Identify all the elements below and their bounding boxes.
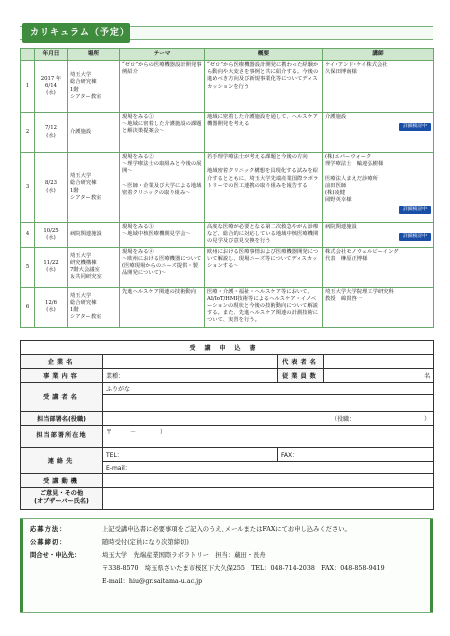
opinion-label: ご意見・その他 (オブザーバー氏名) — [21, 487, 103, 509]
form-title: 受講申込書 — [21, 340, 434, 354]
industry-field[interactable] — [103, 368, 278, 382]
detail-pending-badge: 詳細検討中 — [399, 123, 431, 131]
email-field[interactable]: E-mail： — [103, 461, 434, 473]
motive-field[interactable] — [103, 473, 434, 487]
place-text: 病院関連施設 — [70, 231, 102, 238]
curriculum-title: カリキュラム（予定） — [22, 23, 130, 43]
deadline-label: 公募締切： — [30, 538, 67, 546]
curriculum-row — [21, 247, 434, 287]
cell-theme — [120, 61, 205, 113]
industry-label: 業種： — [106, 372, 125, 380]
cell-lecturer — [323, 113, 434, 153]
deadline-row — [30, 538, 189, 547]
cell-place — [68, 153, 120, 223]
summary-text: 医療・介護・福祉・ヘルスケア等において、AI/IoT/HMI技術等によるヘルスケア・イノベーションの現状と今後の技術動向について解説する。また、先進ヘルスケア関連の計測技術について、実習を行う。 — [207, 288, 319, 324]
theme-text: 現場をみる③ ～地域中核医療機関見学会～ — [122, 224, 191, 238]
no-text: 6 — [25, 303, 30, 310]
cell-place — [68, 287, 120, 327]
col-lecturer: 講師 — [323, 49, 434, 61]
method-row — [30, 525, 348, 534]
place-text: 埼玉大学 総合研究棟 1階 シアター教室 — [70, 72, 102, 100]
cell-summary — [205, 287, 323, 327]
date-text: 7/12 (水) — [45, 125, 57, 139]
application-form — [20, 340, 434, 510]
place-text: 介護施設 — [70, 128, 92, 135]
date-text: 2017 年 6/14 (水) — [40, 75, 62, 97]
summary-text: 若手理学療法士が考える課題と今後の方向 地域密着クリニック構想を具現化する試みを紹介するとともに、埼玉大学先端産業国際ラボラトリーでの医工連携の取り組みを報告する — [207, 154, 319, 189]
cell-date — [35, 61, 68, 113]
summary-text: 高度な医療が必要となる第二次救急やがん診療など、総合的に対応している地域中核医療機関の見学及び意見交換を行う — [207, 224, 319, 245]
cell-summary — [205, 247, 323, 287]
no-text: 4 — [25, 231, 30, 238]
business-label: 事業内容 — [21, 368, 103, 382]
cell-lecturer — [323, 287, 434, 327]
cell-place — [68, 61, 120, 113]
info-left-bar — [20, 519, 23, 612]
opinion-field[interactable] — [103, 487, 434, 509]
date-text: 11/22 (水) — [43, 259, 59, 274]
no-text: 5 — [25, 263, 30, 270]
contact-label: 連絡先 — [21, 447, 103, 473]
summary-text: “ゼロ”から医療機器設計開発に携わった経験から動向や大変さを事例と共に紹介する。今後の進めべき方向及び新規事業化等についてディスカッションを行う — [207, 62, 319, 90]
col-date: 年月日 — [35, 49, 68, 61]
no-text: 3 — [25, 183, 30, 190]
no-text: 1 — [25, 82, 30, 89]
cell-summary — [205, 113, 323, 153]
method-text: 上記受講申込書に必要事項をご記入のうえ､メールまたはFAXにてお申し込みください｡ — [102, 525, 348, 533]
dept-label: 担当部署名(役職) — [21, 411, 103, 425]
cell-no — [21, 247, 35, 287]
rep-label: 代表者名 — [278, 354, 324, 368]
cell-lecturer — [323, 153, 434, 223]
page — [20, 23, 433, 613]
employees-unit: 名 — [424, 372, 431, 380]
motive-label: 受講動機 — [21, 473, 103, 487]
place-text: 埼玉大学 研究機構棟 7階大会議室 ＆共同研究室 — [70, 252, 102, 281]
deadline-text: 随時受付(定員になり次第締切) — [102, 538, 189, 546]
email-text[interactable]: E-mail：hiu@gr.saitama-u.ac.jp — [102, 577, 203, 585]
employees-field[interactable] — [324, 368, 434, 382]
cell-lecturer — [323, 247, 434, 287]
lecturer-text: 病院関連施設 — [325, 224, 357, 230]
fax-field[interactable]: FAX： — [278, 447, 434, 461]
col-no — [21, 49, 35, 61]
name-label: 受講者名 — [21, 382, 103, 411]
curriculum-row — [21, 113, 434, 153]
no-text: 2 — [25, 128, 30, 135]
cell-theme — [120, 287, 205, 327]
curriculum-table — [20, 48, 434, 328]
addr-label: 担当部署所在地 — [21, 425, 103, 447]
cell-summary — [205, 153, 323, 223]
date-text: 12/6 (水) — [45, 299, 57, 314]
company-label: 企業名 — [21, 354, 103, 368]
cell-no — [21, 61, 35, 113]
cell-summary — [205, 61, 323, 113]
cell-date — [35, 113, 68, 153]
cell-no — [21, 223, 35, 248]
lecturer-text: ケイ･アンド･ケイ株式会社 久保田博南様 — [325, 62, 388, 76]
company-field[interactable] — [103, 354, 278, 368]
lecturer-text: 株式会社モノウェルビーイング 代表 榊原正博様 — [325, 248, 399, 262]
cell-date — [35, 247, 68, 287]
curriculum-row — [21, 287, 434, 327]
date-text: 8/23 (水) — [45, 180, 57, 194]
place-text: 埼玉大学 総合研究棟 1階 シアター教室 — [70, 173, 102, 201]
lecturer-text: (株)エバーウォーク 理学療法士 輪違弘樹様 医療法人まえだ診療所 前田医師 (株)凌健 岡野英幸様 — [325, 154, 384, 204]
rep-field[interactable] — [324, 354, 434, 368]
lecturer-text: 介護施設 — [325, 114, 347, 120]
cell-theme — [120, 223, 205, 248]
curriculum-header — [20, 23, 433, 43]
tel-field[interactable]: TEL： — [103, 447, 278, 461]
cell-date — [35, 223, 68, 248]
col-place: 場所 — [68, 49, 120, 61]
cell-theme — [120, 153, 205, 223]
cell-no — [21, 287, 35, 327]
curriculum-header-row — [21, 49, 434, 61]
cell-lecturer — [323, 61, 434, 113]
name-field[interactable] — [103, 394, 434, 411]
info-right-bar — [430, 519, 433, 612]
theme-text: 現場をみる④ ～欧州における医療機器について(医療現場からのニーズ提供・製品開発について)～ — [122, 248, 202, 277]
curriculum-row — [21, 153, 434, 223]
cell-summary — [205, 223, 323, 248]
col-theme: テーマ — [120, 49, 205, 61]
cell-place — [68, 247, 120, 287]
cell-lecturer — [323, 223, 434, 248]
inquiry-label: 問合せ・申込先： — [30, 551, 81, 559]
date-text: 10/25 (水) — [43, 227, 59, 241]
cell-theme — [120, 113, 205, 153]
cell-place — [68, 223, 120, 248]
address-text: 〒338-8570 埼玉県さいたま市桜区下大久保255 TEL：048-714-2038 FAX：048-858-9419 — [102, 564, 385, 572]
contact-org: 埼玉大学 先端産業国際ラボラトリー 担当：蔵田・長舟 — [102, 551, 266, 559]
summary-text: 欧州における医療事情および医療機器開発について解説し、現場ニーズ等についてディスカッションする～ — [207, 248, 319, 270]
detail-pending-badge: 詳細検討中 — [399, 233, 431, 241]
theme-text: “ゼロ”からの医療機器設計開発事例紹介 — [122, 62, 202, 76]
employees-label: 従業員数 — [278, 368, 324, 382]
theme-text: 現場をみる① ～地域に密着した介護施設の課題と解決策提案会～ — [122, 114, 202, 135]
furigana-field[interactable]: ふりがな — [103, 382, 434, 394]
col-summary: 概要 — [205, 49, 323, 61]
detail-pending-badge: 詳細検討中 — [399, 206, 431, 214]
theme-text: 先進ヘルスケア関連の技術動向 — [122, 288, 196, 295]
cell-no — [21, 113, 35, 153]
contact-row — [30, 551, 266, 560]
cell-date — [35, 153, 68, 223]
cell-date — [35, 287, 68, 327]
theme-text: 現場をみる② ～理学療法士の取組みと今後の展開～ ～医師・企業及び大学による地域密着クリニックの取り組み～ — [122, 154, 202, 197]
cell-theme — [120, 247, 205, 287]
cell-place — [68, 113, 120, 153]
curriculum-row — [21, 223, 434, 248]
dept-field[interactable]: （役職： ） — [103, 411, 434, 425]
summary-text: 地域に密着した介護施設を通して、ヘルスケア機器開発を考える — [207, 114, 318, 128]
curriculum-row — [21, 61, 434, 113]
cell-no — [21, 153, 35, 223]
method-label: 応募方法： — [30, 525, 67, 533]
place-text: 埼玉大学 総合研究棟 1階 シアター教室 — [70, 292, 102, 321]
addr-field[interactable]: 〒 － ） — [103, 425, 434, 447]
info-box — [20, 518, 433, 613]
lecturer-text: 埼玉大学大学院理工学研究科 教授 綿貫啓一 — [325, 288, 394, 302]
